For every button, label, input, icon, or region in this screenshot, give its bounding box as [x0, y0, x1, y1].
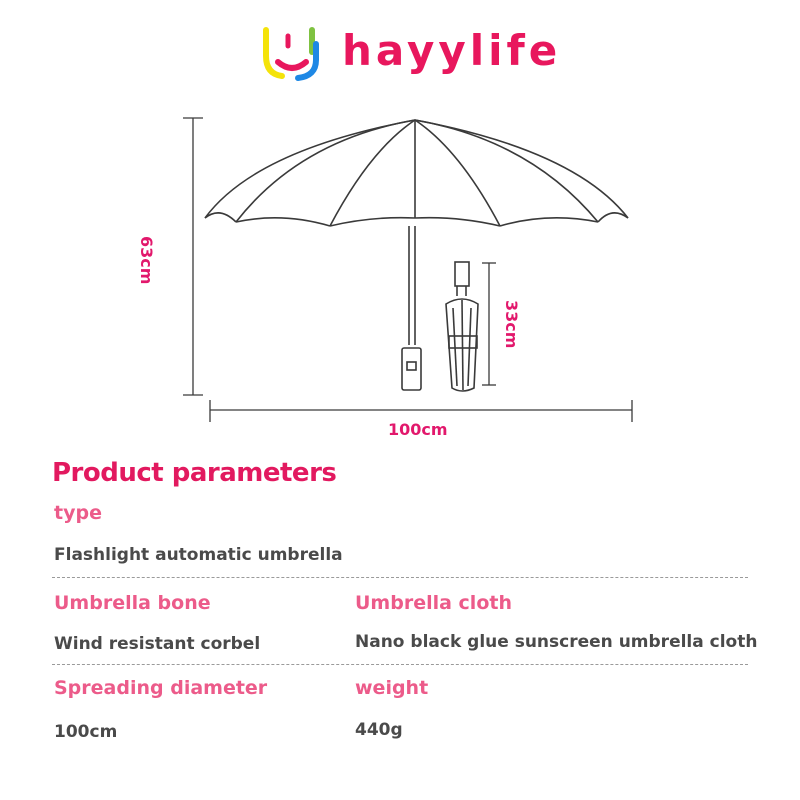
type-label: type: [54, 502, 102, 524]
bone-label: Umbrella bone: [54, 592, 211, 614]
section-title: Product parameters: [52, 458, 337, 488]
brand-logo: [258, 22, 562, 86]
bone-value: Wind resistant corbel: [54, 634, 261, 654]
weight-label: weight: [355, 677, 429, 699]
brand-name: hayylife: [342, 26, 562, 75]
umbrella-diagram: [0, 100, 800, 450]
folded-length-dimension-label: 33cm: [502, 300, 521, 349]
height-dimension-label: 63cm: [137, 236, 156, 285]
divider: [52, 577, 748, 578]
width-dimension-label: 100cm: [388, 420, 448, 439]
dimension-lines: [183, 118, 632, 422]
diameter-value: 100cm: [54, 722, 118, 742]
open-umbrella-icon: [205, 120, 628, 390]
cloth-label: Umbrella cloth: [355, 592, 512, 614]
cloth-value: Nano black glue sunscreen umbrella cloth: [355, 632, 758, 652]
smile-logo-icon: [258, 22, 328, 86]
divider: [52, 664, 748, 665]
folded-umbrella-icon: [446, 262, 478, 391]
diameter-label: Spreading diameter: [54, 677, 268, 699]
type-value: Flashlight automatic umbrella: [54, 545, 343, 565]
weight-value: 440g: [355, 720, 403, 740]
